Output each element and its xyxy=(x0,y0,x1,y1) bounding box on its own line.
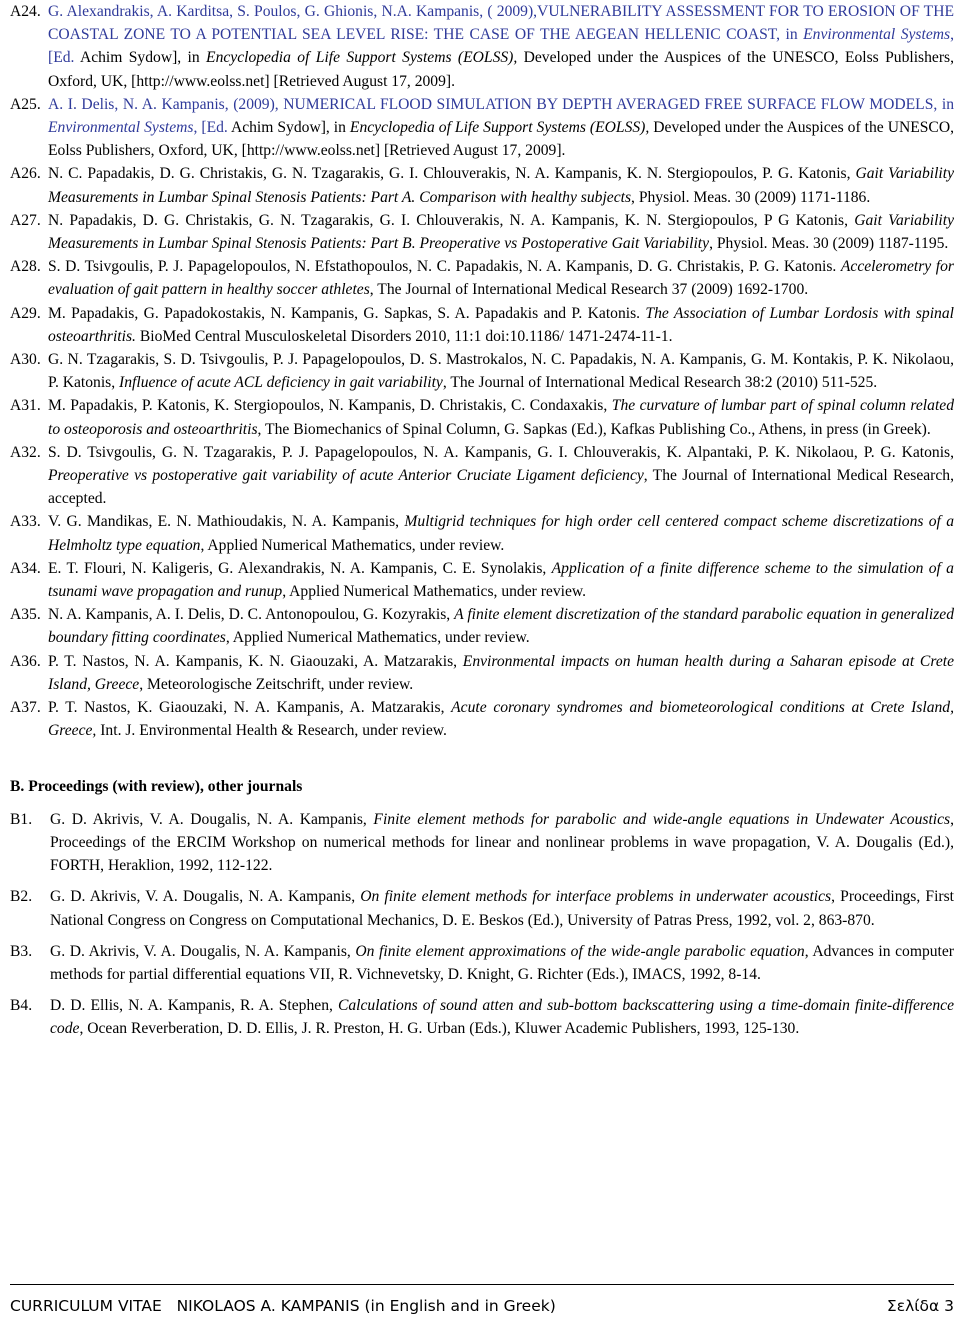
reference-link-text: G. Alexandrakis, A. Karditsa, S. Poulos, G. Ghionis, N.A. Kampanis, ( 2009),VULNERABILITY ASSESSMENT FOR TO EROSION OF THE COASTAL ZONE TO A POTENTIAL SEA LEVEL RISE: THE CASE OF THE AEGEAN HELLENIC COAST, in xyxy=(48,3,954,44)
reference-entry xyxy=(10,885,954,931)
reference-title: Encyclopedia of Life Support Systems (EOLSS), xyxy=(349,119,650,137)
reference-number: B3. xyxy=(10,942,33,960)
document-page xyxy=(10,0,954,1049)
reference-text xyxy=(48,162,954,208)
reference-segment: Developed under the Auspices of the UNESCO, Eolss Publishers, Oxford, UK, [http://www.eolss.net] [Retrieved August 17, 2009]. xyxy=(48,119,954,160)
reference-segment: P. T. Nastos, N. A. Kampanis, K. N. Giaouzaki, A. Matzarakis, xyxy=(48,652,463,670)
reference-segment: , Advances in computer methods for partial differential equations VII, R. Vichnevetsky, D. Knight, G. Richter (Eds.), IMACS, 1992, 8-14. xyxy=(50,942,954,983)
reference-segment: E. T. Flouri, N. Kaligeris, G. Alexandrakis, N. A. Kampanis, C. E. Synolakis, xyxy=(48,559,552,577)
reference-number: A25. xyxy=(10,95,41,113)
reference-text xyxy=(50,808,954,878)
reference-text xyxy=(48,0,954,93)
reference-segment: , Proceedings, First National Congress on Congress on Computational Mechanics, D. E. Beskos (Ed.), University of Patras Press, 1992, vol. 2, 863-870. xyxy=(50,888,954,929)
reference-number: B2. xyxy=(10,888,33,906)
reference-segment: , The Journal of International Medical Research 38:2 (2010) 511-525. xyxy=(442,374,878,392)
publication-list-a xyxy=(10,0,954,743)
reference-title: A finite element discretization of the standard parabolic equation in generalized boundary fitting coordinates xyxy=(48,606,954,647)
reference-entry xyxy=(10,940,954,986)
reference-segment: N. Papadakis, D. G. Christakis, G. N. Tzagarakis, G. I. Chlouverakis, N. A. Kampanis, K. N. Stergiopoulos, P G Katonis, xyxy=(48,211,855,229)
reference-entry xyxy=(10,93,954,163)
reference-segment: S. D. Tsivgoulis, G. N. Tzagarakis, P. J. Papagelopoulos, N. A. Kampanis, G. I. Chlouverakis, K. Alpantaki, P. K. Nikolaou, P. G. Katonis, xyxy=(48,443,954,461)
reference-segment: , Physiol. Meas. 30 (2009) 1187-1195. xyxy=(709,235,949,253)
reference-number: A28. xyxy=(10,258,41,276)
reference-number: B1. xyxy=(10,810,33,828)
reference-number: A30. xyxy=(10,351,41,369)
reference-entry xyxy=(10,255,954,301)
reference-title: The curvature of lumbar part of spinal column related to osteoporosis and osteoarthritis xyxy=(48,397,954,438)
reference-segment: D. D. Ellis, N. A. Kampanis, R. A. Stephen, xyxy=(50,997,338,1015)
reference-link-text: , [Ed. xyxy=(48,26,954,67)
reference-text xyxy=(48,603,954,649)
page-footer xyxy=(10,1284,954,1318)
reference-segment: N. A. Kampanis, A. I. Delis, D. C. Antonopoulou, G. Kozyrakis, xyxy=(48,606,455,624)
reference-number: A36. xyxy=(10,652,41,670)
reference-segment: G. D. Akrivis, V. A. Dougalis, N. A. Kampanis, xyxy=(50,942,356,960)
reference-text xyxy=(48,209,954,255)
reference-segment: , The Biomechanics of Spinal Column, G. Sapkas (Ed.), Kafkas Publishing Co., Athens, in press (in Greek). xyxy=(257,420,931,438)
reference-entry xyxy=(10,808,954,878)
reference-number: A27. xyxy=(10,211,41,229)
reference-title: Influence of acute ACL deficiency in gait variability xyxy=(119,374,443,392)
reference-number: A34. xyxy=(10,559,41,577)
reference-segment: , Ocean Reverberation, D. D. Ellis, J. R. Preston, H. G. Urban (Eds.), Kluwer Academic Publishers, 1993, 125-130. xyxy=(79,1020,800,1038)
footer-title: CURRICULUM VITAE NIKOLAOS A. KAMPANIS (in English and in Greek) xyxy=(10,1297,556,1315)
reference-link-title: Environmental Systems xyxy=(803,26,951,44)
reference-segment: G. D. Akrivis, V. A. Dougalis, N. A. Kampanis, xyxy=(50,888,361,906)
reference-title: Preoperative vs postoperative gait variability of acute Anterior Cruciate Ligament deficiency xyxy=(48,467,644,485)
reference-title: Environmental impacts on human health during a Saharan episode at Crete Island, Greece xyxy=(48,652,954,693)
reference-text xyxy=(50,994,954,1040)
footer-page-number: Σελίδα 3 xyxy=(886,1297,954,1315)
reference-number: A31. xyxy=(10,397,41,415)
reference-entry xyxy=(10,557,954,603)
reference-number: A37. xyxy=(10,699,41,717)
reference-entry xyxy=(10,209,954,255)
reference-segment: , Applied Numerical Mathematics, under review. xyxy=(225,629,530,647)
reference-number: A33. xyxy=(10,513,41,531)
reference-entry xyxy=(10,162,954,208)
reference-title: Accelerometry for evaluation of gait pattern in healthy soccer athletes xyxy=(48,258,954,299)
reference-segment: G. N. Tzagarakis, S. D. Tsivgoulis, P. J. Papagelopoulos, D. S. Mastrokalos, N. C. Papadakis, N. A. Kampanis, G. M. Kontakis, P. K. Nikolaou, P. Katonis, xyxy=(48,351,954,392)
reference-segment: Achim Sydow], in xyxy=(230,119,350,137)
reference-title: Calculations of sound atten and sub-bottom backscattering using a time-domain finite-difference code xyxy=(50,997,954,1038)
reference-text xyxy=(48,302,954,348)
reference-text xyxy=(48,696,954,742)
reference-title: The Association of Lumbar Lordosis with spinal osteoarthritis. xyxy=(48,304,954,345)
reference-title: Multigrid techniques for high order cell centered compact scheme discretizations of a Helmholtz type equation xyxy=(48,513,954,554)
reference-entry xyxy=(10,441,954,511)
reference-number: A26. xyxy=(10,165,41,183)
reference-entry xyxy=(10,603,954,649)
reference-text xyxy=(48,93,954,163)
reference-segment: P. T. Nastos, K. Giaouzaki, N. A. Kampanis, A. Matzarakis, xyxy=(48,699,452,717)
reference-text xyxy=(50,940,954,986)
reference-number: B4. xyxy=(10,997,33,1015)
reference-segment: , The Journal of International Medical Research, accepted. xyxy=(48,467,954,508)
reference-title: Gait Variability Measurements in Lumbar Spinal Stenosis Patients: Part A. Comparison with healthy subjects xyxy=(48,165,954,206)
reference-link-title: Environmental Systems xyxy=(48,119,194,137)
reference-text xyxy=(48,510,954,556)
reference-segment: Achim Sydow], in xyxy=(79,49,207,67)
reference-title: Encyclopedia of Life Support Systems (EOLSS), xyxy=(206,49,518,67)
reference-number: A24. xyxy=(10,3,41,20)
reference-entry xyxy=(10,0,954,93)
reference-link-text: A. I. Delis, N. A. Kampanis, (2009), NUMERICAL FLOOD SIMULATION BY DEPTH AVERAGED FREE SURFACE FLOW MODELS, in xyxy=(48,95,954,113)
reference-number: A29. xyxy=(10,304,41,322)
reference-segment: S. D. Tsivgoulis, P. J. Papagelopoulos, N. Efstathopoulos, N. C. Papadakis, N. A. Kampanis, D. G. Christakis, P. G. Katonis. xyxy=(48,258,841,276)
publication-list-b xyxy=(10,808,954,1041)
reference-number: A32. xyxy=(10,443,41,461)
reference-segment: , Applied Numerical Mathematics, under review. xyxy=(200,536,505,554)
reference-title: Finite element methods for parabolic and wide-angle equations in Undewater Acoustics xyxy=(373,810,951,828)
reference-segment: , Proceedings of the ERCIM Workshop on numerical methods for linear and nonlinear problems in wave propagation, V. A. Dougalis (Ed.), FORTH, Heraklion, 1992, 112-122. xyxy=(50,810,955,875)
reference-title: On finite element methods for interface problems in underwater acoustics xyxy=(360,888,832,906)
section-heading-b: B. Proceedings (with review), other journals xyxy=(10,777,303,795)
reference-text xyxy=(48,650,954,696)
reference-entry xyxy=(10,650,954,696)
reference-title: Application of a finite difference scheme to the simulation of a tsunami wave propagation and runup xyxy=(48,559,954,601)
reference-title: Gait Variability Measurements in Lumbar Spinal Stenosis Patients: Part B. Preoperative vs Postoperative Gait Variability xyxy=(48,211,954,253)
reference-entry xyxy=(10,696,954,742)
reference-segment: M. Papadakis, G. Papadokostakis, N. Kampanis, G. Sapkas, S. A. Papadakis and P. Katonis. xyxy=(48,304,646,322)
reference-link-text: , [Ed. xyxy=(193,119,231,137)
reference-entry xyxy=(10,302,954,348)
reference-segment: N. C. Papadakis, D. G. Christakis, G. N. Tzagarakis, G. I. Chlouverakis, N. A. Kampanis, K. N. Stergiopoulos, P. G. Katonis, xyxy=(48,165,856,183)
reference-text xyxy=(48,348,954,394)
reference-text xyxy=(50,885,954,931)
reference-segment: BioMed Central Musculoskeletal Disorders 2010, 11:1 doi:10.1186/ 1471-2474-11-1. xyxy=(135,327,673,345)
reference-entry xyxy=(10,510,954,556)
reference-title: Acute coronary syndromes and biometeorological conditions at Crete Island, Greece, xyxy=(48,699,954,740)
reference-text xyxy=(48,394,954,440)
reference-segment: , Meteorologische Zeitschrift, under review. xyxy=(139,675,414,693)
reference-segment: , Physiol. Meas. 30 (2009) 1171-1186. xyxy=(631,188,871,206)
reference-number: A35. xyxy=(10,606,41,624)
reference-entry xyxy=(10,394,954,440)
reference-entry xyxy=(10,348,954,394)
reference-text xyxy=(48,557,954,603)
reference-segment: M. Papadakis, P. Katonis, K. Stergiopoulos, N. Kampanis, D. Christakis, C. Condaxakis, xyxy=(48,397,612,415)
reference-entry xyxy=(10,994,954,1040)
reference-segment: , The Journal of International Medical Research 37 (2009) 1692-1700. xyxy=(369,281,809,299)
reference-text xyxy=(48,441,954,511)
reference-segment: V. G. Mandikas, E. N. Mathioudakis, N. A. Kampanis, xyxy=(48,513,405,531)
reference-segment: G. D. Akrivis, V. A. Dougalis, N. A. Kampanis, xyxy=(50,810,374,828)
reference-segment: Developed under the Auspices of the UNESCO, Eolss Publishers, Oxford, UK, [http://www.eolss.net] [Retrieved August 17, 2009]. xyxy=(48,49,954,90)
reference-segment: Int. J. Environmental Health & Research, under review. xyxy=(96,722,447,740)
reference-segment: , Applied Numerical Mathematics, under review. xyxy=(282,583,587,601)
reference-text xyxy=(48,255,954,301)
reference-title: On finite element approximations of the wide-angle parabolic equation xyxy=(355,942,805,960)
